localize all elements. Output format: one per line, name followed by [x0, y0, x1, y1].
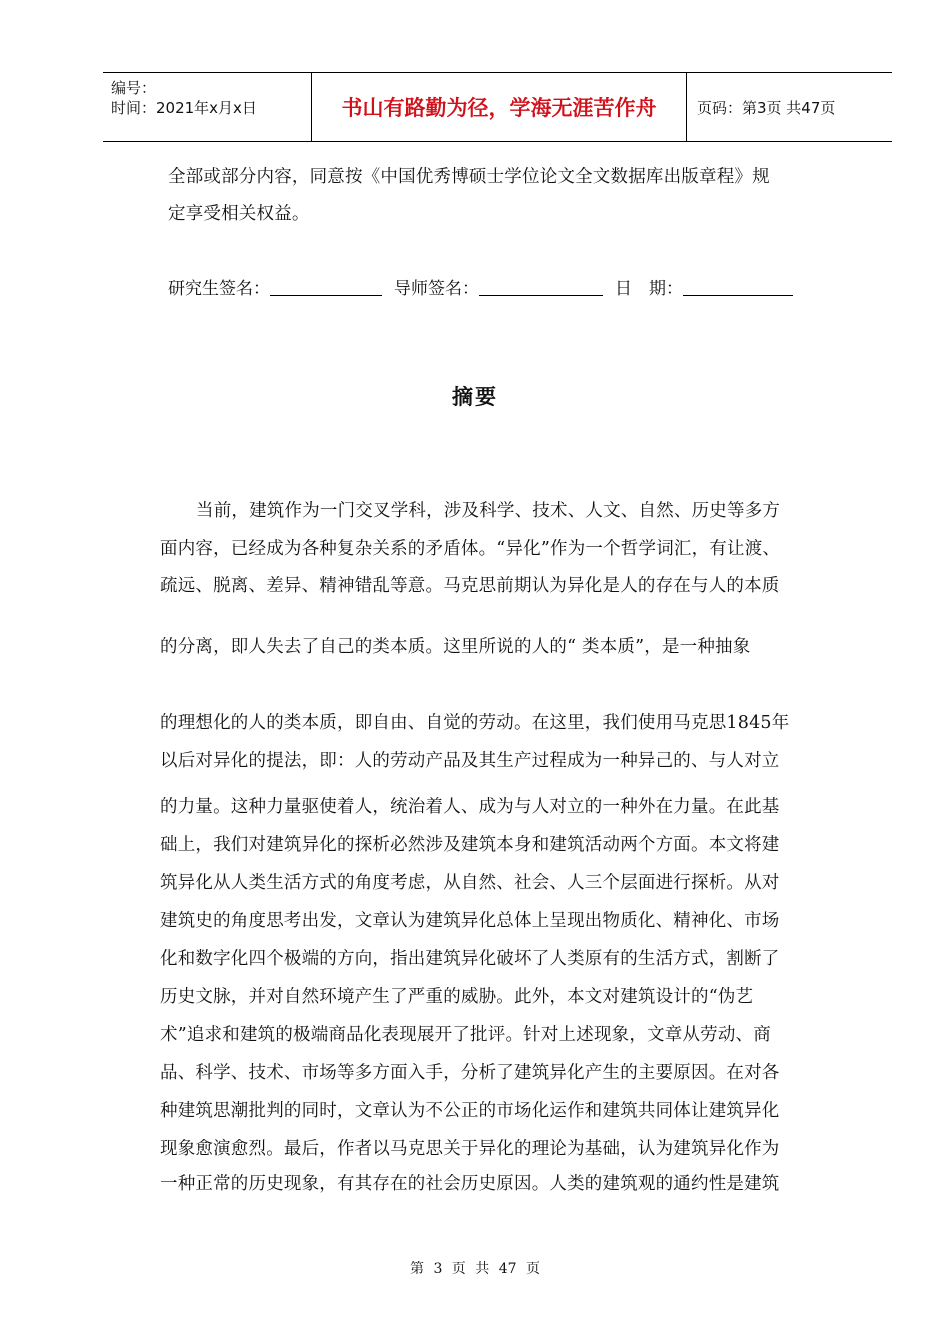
abstract-line: 历史文脉，并对自然环境产生了严重的威胁。此外，本文对建筑设计的“伪艺: [160, 987, 754, 1007]
header-motto: 书山有路勤为径，学海无涯苦作舟: [311, 73, 687, 141]
abstract-title: 摘要: [452, 385, 498, 409]
abstract-line: 础上，我们对建筑异化的探析必然涉及建筑本身和建筑活动两个方面。本文将建: [160, 835, 780, 855]
abstract-line: 种建筑思潮批判的同时，文章认为不公正的市场化运作和建筑共同体让建筑异化: [160, 1101, 780, 1121]
advisor-signature-label: 导师签名：: [394, 279, 479, 299]
abstract-line: 以后对异化的提法，即：人的劳动产品及其生产过程成为一种异己的、与人对立: [160, 751, 780, 771]
page-header: [103, 72, 892, 142]
abstract-line: 一种正常的历史现象，有其存在的社会历史原因。人类的建筑观的通约性是建筑: [160, 1174, 780, 1194]
number-label: 编号：: [111, 79, 157, 97]
intro-line: 定享受相关权益。: [168, 204, 310, 224]
abstract-line: 的力量。这种力量驱使着人，统治着人、成为与人对立的一种外在力量。在此基: [160, 797, 780, 817]
header-meta: [103, 73, 311, 141]
abstract-line: 疏远、脱离、差异、精神错乱等意。马克思前期认为异化是人的存在与人的本质: [160, 576, 780, 596]
student-signature-field[interactable]: [270, 277, 382, 296]
time-label: 时间：2021年x月x日: [111, 99, 257, 117]
abstract-line: 术”追求和建筑的极端商品化表现展开了批评。针对上述现象，文章从劳动、商: [160, 1025, 771, 1045]
intro-line: 全部或部分内容，同意按《中国优秀博硕士学位论文全文数据库出版章程》规: [168, 167, 770, 187]
abstract-line: 当前，建筑作为一门交叉学科，涉及科学、技术、人文、自然、历史等多方: [196, 501, 781, 521]
page-footer: 第 3 页 共 47 页: [410, 1261, 540, 1277]
abstract-line: 的理想化的人的类本质，即自由、自觉的劳动。在这里，我们使用马克思1845年: [160, 713, 790, 733]
date-label: 日 期：: [615, 279, 683, 299]
abstract-line: 筑异化从人类生活方式的角度考虑，从自然、社会、人三个层面进行探析。从对: [160, 873, 780, 893]
abstract-line: 品、科学、技术、市场等多方面入手，分析了建筑异化产生的主要原因。在对各: [160, 1063, 780, 1083]
header-page-info: 页码：第3页 共47页: [697, 98, 836, 117]
date-field[interactable]: [683, 277, 793, 296]
abstract-line: 面内容，已经成为各种复杂关系的矛盾体。“异化”作为一个哲学词汇，有让渡、: [160, 539, 781, 559]
student-signature-label: 研究生签名：: [168, 279, 270, 299]
abstract-line: 建筑史的角度思考出发，文章认为建筑异化总体上呈现出物质化、精神化、市场: [160, 911, 780, 931]
signature-row: [168, 274, 805, 299]
advisor-signature-field[interactable]: [479, 277, 603, 296]
abstract-line: 化和数字化四个极端的方向，指出建筑异化破坏了人类原有的生活方式，割断了: [160, 949, 780, 969]
abstract-line: 的分离，即人失去了自己的类本质。这里所说的人的“ 类本质”，是一种抽象: [160, 637, 751, 657]
abstract-line: 现象愈演愈烈。最后，作者以马克思关于异化的理论为基础，认为建筑异化作为: [160, 1139, 780, 1159]
